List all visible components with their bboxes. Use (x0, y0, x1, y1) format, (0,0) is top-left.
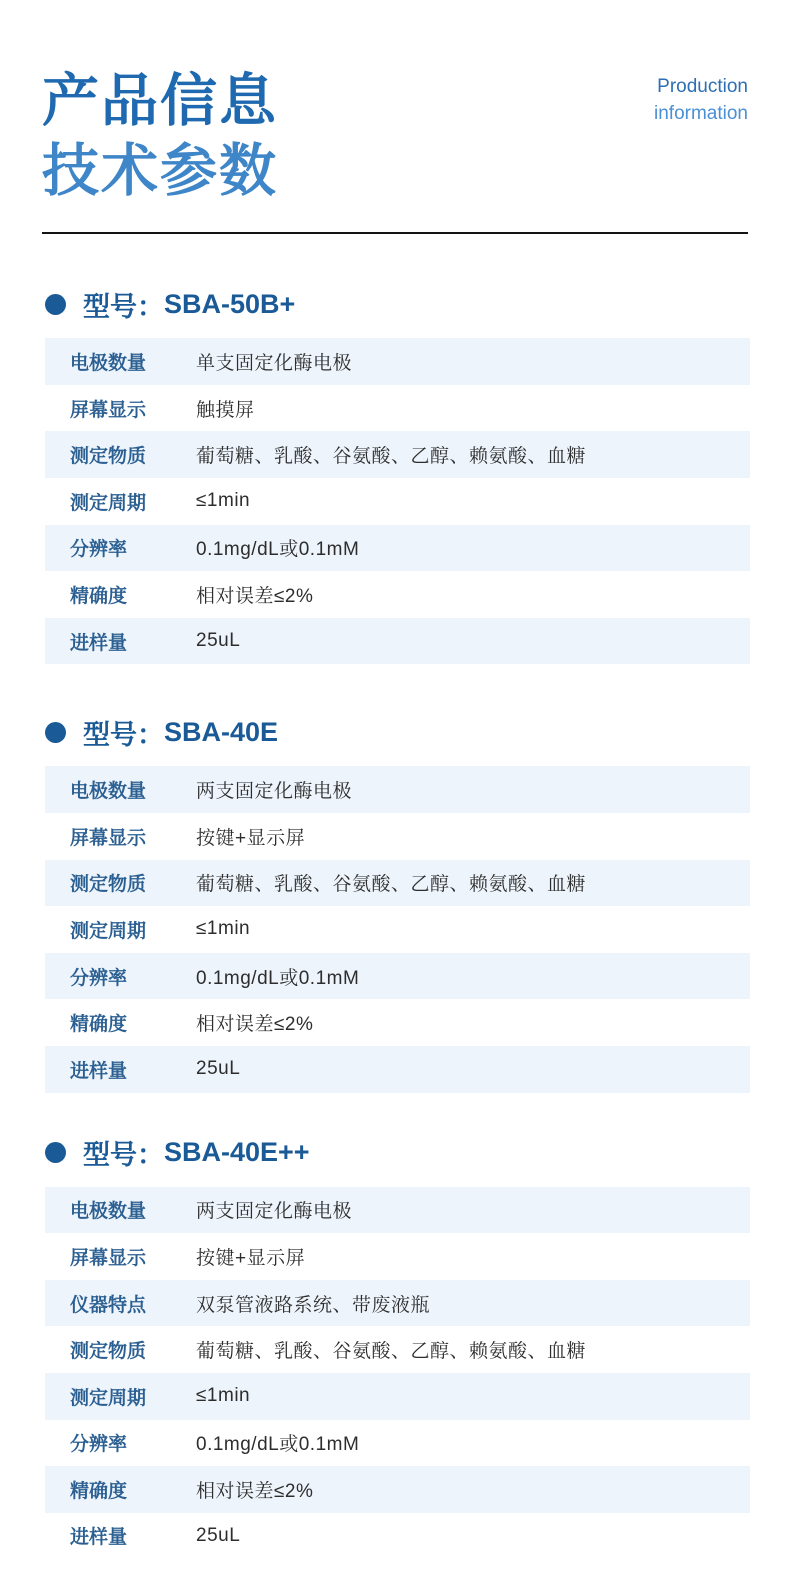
page-subtitle-line1: Production (657, 76, 748, 97)
page-title-line2: 技术参数 (42, 139, 278, 204)
spec-label: 精确度 (70, 1480, 128, 1502)
table-row (45, 618, 750, 665)
table-row (45, 525, 750, 572)
table-row (45, 999, 750, 1046)
table-row (45, 766, 750, 813)
page-subtitle (654, 74, 748, 127)
model-heading-sba-40e (45, 714, 790, 750)
model-name: SBA-50B+ (164, 288, 296, 319)
spec-value: ≤1min (196, 1385, 251, 1407)
spec-value: 葡萄糖、乳酸、谷氨酸、乙醇、赖氨酸、血糖 (196, 874, 587, 896)
page-header (42, 66, 748, 206)
spec-value: 双泵管液路系统、带废液瓶 (196, 1294, 431, 1316)
spec-value: 0.1mg/dL或0.1mM (196, 967, 360, 989)
model-label: 型号： (83, 291, 164, 322)
bullet-icon (45, 1142, 66, 1163)
spec-table-sba-50b (45, 338, 750, 664)
table-row (45, 1466, 750, 1513)
spec-label: 测定物质 (70, 874, 147, 896)
bullet-icon (45, 294, 66, 315)
spec-value: 25uL (196, 1524, 241, 1546)
spec-value: 触摸屏 (196, 399, 255, 421)
spec-label: 测定周期 (70, 1387, 147, 1409)
spec-label: 电极数量 (70, 781, 147, 803)
spec-label: 测定物质 (70, 1341, 147, 1363)
table-row (45, 431, 750, 478)
spec-label: 分辨率 (70, 539, 128, 561)
table-row (45, 1513, 750, 1560)
table-row (45, 953, 750, 1000)
spec-value: 0.1mg/dL或0.1mM (196, 539, 360, 561)
spec-value: 0.1mg/dL或0.1mM (196, 1434, 360, 1456)
table-row (45, 1420, 750, 1467)
spec-value: ≤1min (196, 918, 251, 940)
spec-label: 仪器特点 (70, 1294, 147, 1316)
model-label: 型号： (83, 719, 164, 750)
spec-label: 屏幕显示 (70, 399, 147, 421)
spec-label: 分辨率 (70, 967, 128, 989)
spec-label: 进样量 (70, 1527, 128, 1549)
spec-label: 屏幕显示 (70, 827, 147, 849)
spec-table-sba-40e-plus (45, 1187, 750, 1560)
spec-label: 测定物质 (70, 446, 147, 468)
bullet-icon (45, 722, 66, 743)
table-row (45, 571, 750, 618)
model-label: 型号： (83, 1140, 164, 1171)
table-row (45, 860, 750, 907)
spec-label: 分辨率 (70, 1434, 128, 1456)
model-name: SBA-40E++ (164, 1137, 310, 1168)
spec-value: 两支固定化酶电极 (196, 781, 353, 803)
table-row (45, 1046, 750, 1093)
spec-value: 单支固定化酶电极 (196, 353, 353, 375)
spec-label: 进样量 (70, 632, 128, 654)
table-row (45, 1280, 750, 1327)
spec-value: 相对误差≤2% (196, 585, 314, 607)
model-name: SBA-40E (164, 716, 279, 747)
header-divider (42, 232, 748, 234)
spec-label: 进样量 (70, 1060, 128, 1082)
table-row (45, 813, 750, 860)
page-subtitle-line2: information (654, 102, 748, 124)
spec-value: 相对误差≤2% (196, 1480, 314, 1502)
spec-value: ≤1min (196, 490, 251, 512)
spec-value: 按键+显示屏 (196, 827, 306, 849)
spec-value: 葡萄糖、乳酸、谷氨酸、乙醇、赖氨酸、血糖 (196, 1341, 587, 1363)
spec-label: 精确度 (70, 585, 128, 607)
spec-value: 相对误差≤2% (196, 1014, 314, 1036)
spec-label: 测定周期 (70, 492, 147, 514)
table-row (45, 906, 750, 953)
page-title-line1: 产品信息 (42, 69, 278, 133)
model-heading-sba-50b (45, 286, 790, 322)
spec-value: 按键+显示屏 (196, 1247, 306, 1269)
table-row (45, 1187, 750, 1234)
spec-table-sba-40e (45, 766, 750, 1092)
table-row (45, 385, 750, 432)
spec-value: 25uL (196, 630, 241, 652)
spec-label: 电极数量 (70, 353, 147, 375)
spec-label: 精确度 (70, 1014, 128, 1036)
model-heading-sba-40e-plus (45, 1135, 790, 1171)
table-row (45, 478, 750, 525)
spec-value: 两支固定化酶电极 (196, 1201, 353, 1223)
spec-label: 测定周期 (70, 920, 147, 942)
table-row (45, 1233, 750, 1280)
spec-value: 葡萄糖、乳酸、谷氨酸、乙醇、赖氨酸、血糖 (196, 446, 587, 468)
spec-label: 电极数量 (70, 1201, 147, 1223)
table-row (45, 338, 750, 385)
table-row (45, 1373, 750, 1420)
table-row (45, 1326, 750, 1373)
spec-value: 25uL (196, 1058, 241, 1080)
spec-label: 屏幕显示 (70, 1247, 147, 1269)
